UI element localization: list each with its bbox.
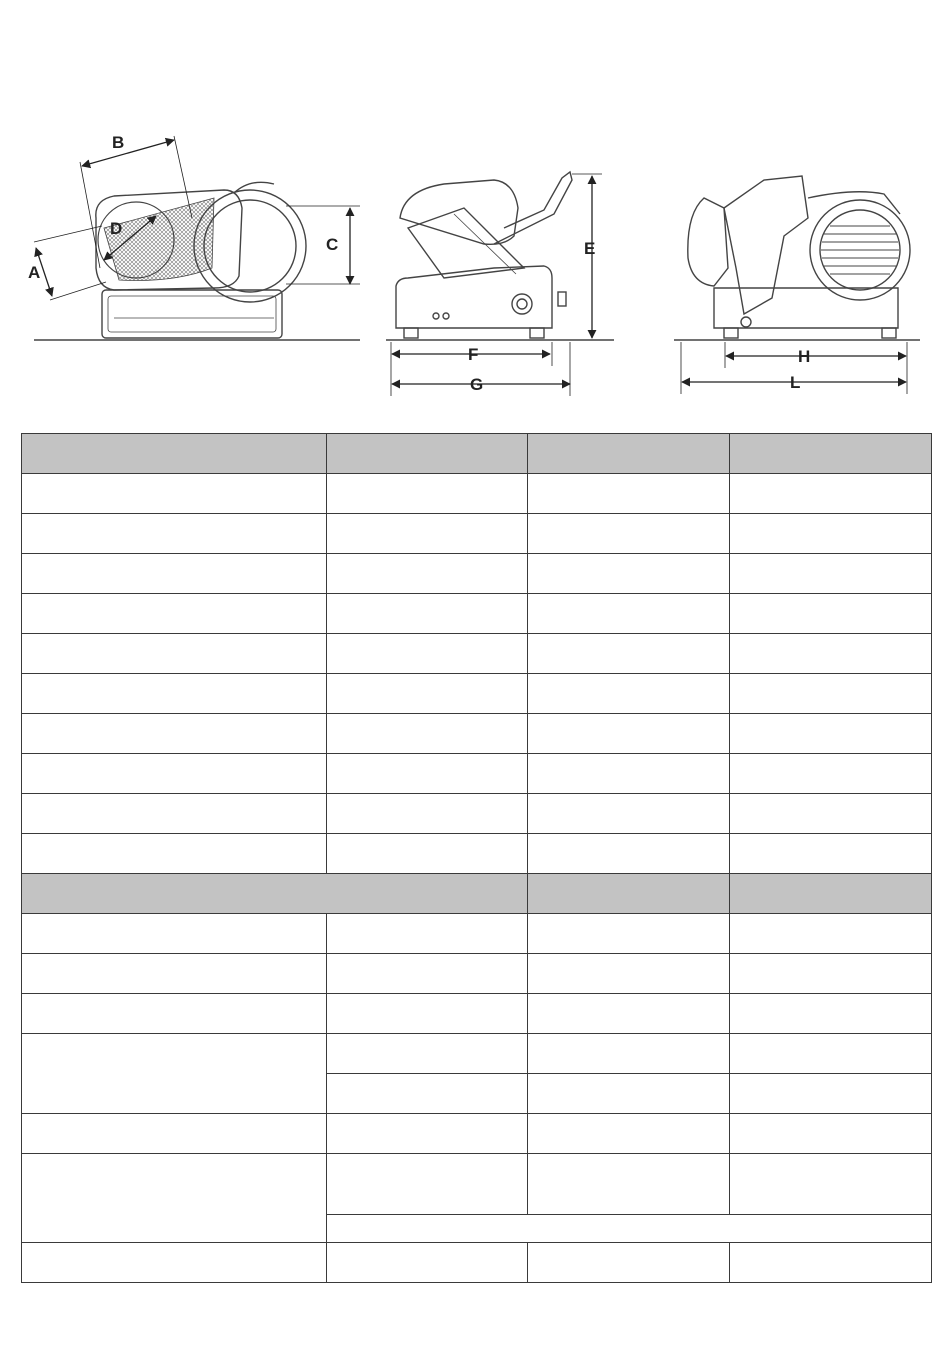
table-cell (528, 1154, 730, 1215)
table-cell (22, 674, 327, 714)
table-row (22, 1154, 932, 1215)
dim-label-h: H (798, 347, 811, 366)
table-cell (730, 1154, 932, 1215)
table-cell (327, 714, 528, 754)
table-row (22, 714, 932, 754)
dim-label-b: B (112, 133, 125, 152)
table-cell (327, 1243, 528, 1283)
table-row (22, 954, 932, 994)
dim-label-f: F (468, 345, 479, 364)
table-cell (730, 1114, 932, 1154)
table-cell (327, 594, 528, 634)
group-header-cell (22, 874, 528, 914)
table-cell (22, 514, 327, 554)
table-row (22, 754, 932, 794)
table-cell (22, 794, 327, 834)
header-cell (22, 434, 327, 474)
table-cell (730, 554, 932, 594)
table-row (22, 474, 932, 514)
diagram-svg (24, 118, 930, 408)
table-cell (730, 714, 932, 754)
table-cell (327, 954, 528, 994)
table-cell (730, 1243, 932, 1283)
table-cell (730, 794, 932, 834)
group-header-cell (528, 874, 730, 914)
table-cell (528, 794, 730, 834)
table-row (22, 554, 932, 594)
table-cell (327, 674, 528, 714)
table-cell (327, 554, 528, 594)
dim-label-d: D (110, 219, 123, 238)
table-cell (528, 634, 730, 674)
table-cell (528, 1243, 730, 1283)
dim-label-a: A (28, 263, 41, 282)
table-row (22, 594, 932, 634)
table-header-row (22, 434, 932, 474)
table-row (22, 994, 932, 1034)
table-cell (730, 514, 932, 554)
table-cell (327, 1215, 932, 1243)
table-cell (22, 1154, 327, 1243)
table-cell (528, 1074, 730, 1114)
table-cell (528, 514, 730, 554)
table-cell (730, 674, 932, 714)
table-cell (730, 914, 932, 954)
table-cell (730, 1074, 932, 1114)
side-view-dimensions (391, 174, 602, 396)
table-cell (528, 594, 730, 634)
table-row (22, 634, 932, 674)
table-cell (327, 634, 528, 674)
table-cell (327, 754, 528, 794)
table-cell (528, 994, 730, 1034)
table-cell (22, 594, 327, 634)
table-cell (730, 634, 932, 674)
table-cell (22, 914, 327, 954)
table-row (22, 514, 932, 554)
table-cell (22, 474, 327, 514)
table-cell (528, 1034, 730, 1074)
table-group-header-row (22, 874, 932, 914)
table-row (22, 914, 932, 954)
table-cell (22, 1114, 327, 1154)
table-row (22, 1114, 932, 1154)
table-cell (730, 754, 932, 794)
table-cell (22, 554, 327, 594)
table-cell (730, 474, 932, 514)
table-cell (327, 1074, 528, 1114)
table-row (22, 1034, 932, 1074)
table-cell (730, 834, 932, 874)
header-cell (528, 434, 730, 474)
table-cell (22, 754, 327, 794)
header-cell (730, 434, 932, 474)
table-cell (528, 1114, 730, 1154)
table-cell (528, 474, 730, 514)
table-cell (22, 1243, 327, 1283)
table-cell (22, 634, 327, 674)
table-cell (730, 954, 932, 994)
dim-label-l: L (790, 373, 801, 392)
table-cell (730, 594, 932, 634)
dim-label-c: C (326, 235, 339, 254)
header-cell (327, 434, 528, 474)
table-cell (327, 914, 528, 954)
table-cell (327, 1154, 528, 1215)
table-cell (528, 554, 730, 594)
table-cell (730, 994, 932, 1034)
table-cell (528, 754, 730, 794)
table-cell (22, 1034, 327, 1114)
dim-label-e: E (584, 239, 596, 258)
table-cell (327, 1034, 528, 1074)
table-cell (327, 514, 528, 554)
table-row (22, 674, 932, 714)
table-cell (528, 834, 730, 874)
table-cell (22, 714, 327, 754)
table-cell (528, 714, 730, 754)
table-cell (327, 834, 528, 874)
table-cell (22, 954, 327, 994)
table-cell (528, 914, 730, 954)
front-view-drawing (674, 176, 920, 340)
group-header-cell (730, 874, 932, 914)
table-cell (327, 794, 528, 834)
specification-table (21, 433, 932, 1283)
table-row (22, 834, 932, 874)
table-cell (528, 954, 730, 994)
side-view-drawing (386, 172, 614, 340)
slicer-dimension-diagram (24, 118, 930, 408)
table-row (22, 1243, 932, 1283)
table-cell (327, 1114, 528, 1154)
table-cell (327, 994, 528, 1034)
table-cell (22, 994, 327, 1034)
table-cell (730, 1034, 932, 1074)
table-cell (528, 674, 730, 714)
table-cell (327, 474, 528, 514)
dim-label-g: G (470, 375, 484, 394)
table-row (22, 794, 932, 834)
table-cell (22, 834, 327, 874)
